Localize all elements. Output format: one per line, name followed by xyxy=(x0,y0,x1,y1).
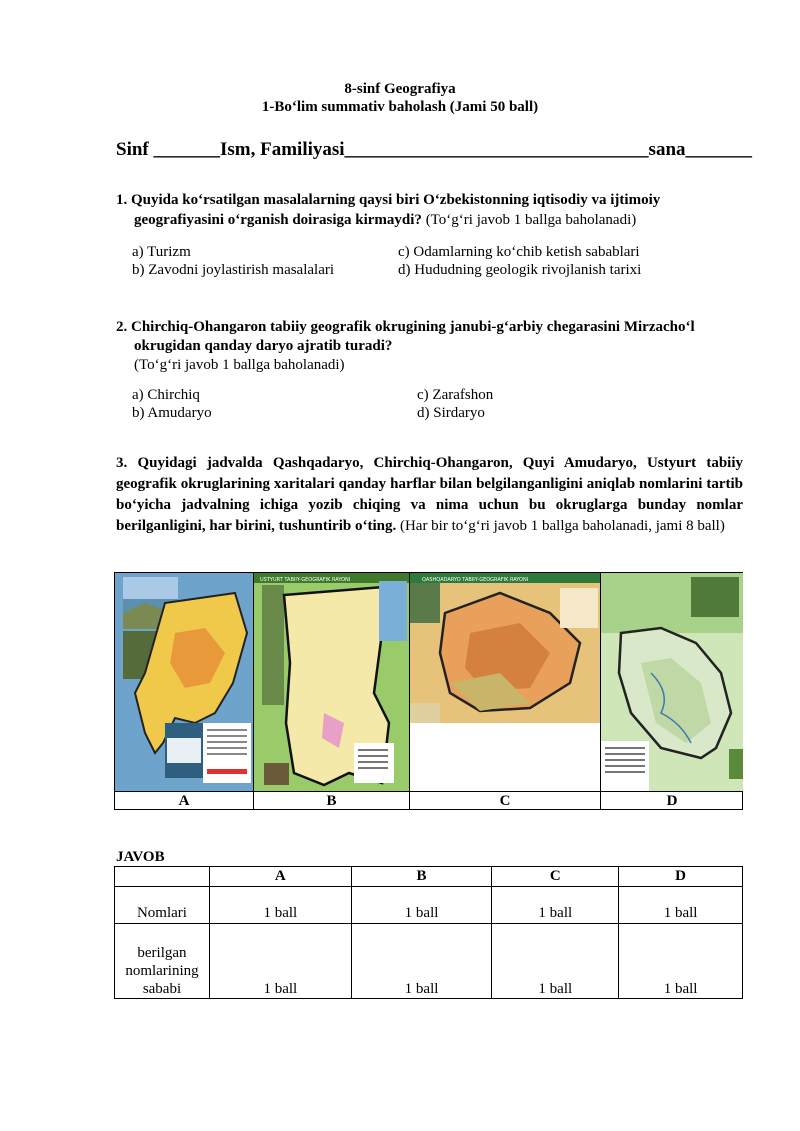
row-label: Nomlari xyxy=(115,887,210,924)
grade-subject: 8-sinf Geografiya xyxy=(344,81,456,97)
question-text: Quyidagi jadvalda Qashqadaryo, Chirchiq-Ohangaron, Quyi Amudaryo, Ustyurt tabiiy geografik okruglarining xaritalari qanday harflar bilan belgilanganligini aniqlab nomlarini tartib bo‘yicha jadvalning ichiga yozib chiqing va nima uchun bu okruglarga bunday nomlar berilganligini, har birini, tushuntirib o‘ting. xyxy=(116,455,743,534)
answer-cell[interactable]: 1 ball xyxy=(209,887,351,924)
option-b: b) Amudaryo xyxy=(132,405,212,421)
question-text-cont: geografiyasini o‘rganish doirasiga kirmaydi? xyxy=(134,212,422,228)
row-label xyxy=(115,924,210,999)
answer-cell[interactable]: 1 ball xyxy=(619,887,743,924)
question-text-cont: okrugidan qanday daryo ajratib turadi? xyxy=(134,338,393,354)
map-a-image xyxy=(115,573,253,791)
question-text: Chirchiq-Ohangaron tabiiy geografik okrugining janubi-g‘arbiy chegarasini Mirzacho‘l xyxy=(127,319,695,335)
map-b-image xyxy=(254,573,409,791)
option-b: b) Zavodni joylastirish masalalari xyxy=(132,262,335,278)
option-d: d) Hududning geologik rivojlanish tarixi xyxy=(398,262,642,278)
answer-cell[interactable]: 1 ball xyxy=(492,887,619,924)
answer-cell[interactable]: 1 ball xyxy=(619,924,743,999)
map-c-image xyxy=(410,573,600,791)
exam-title: 1-Bo‘lim summativ baholash (Jami 50 ball) xyxy=(261,99,539,115)
option-d: d) Sirdaryo xyxy=(417,405,485,421)
question-number: 3. xyxy=(116,455,128,471)
answer-table xyxy=(114,866,743,999)
row-label-line: nomlarining xyxy=(125,963,199,979)
header-cell-a: A xyxy=(209,867,351,887)
question-number: 2. xyxy=(116,319,128,335)
student-info-line: Sinf _______Ism, Familiyasi________________________________sana_______ xyxy=(116,139,753,160)
map-b-title: USTYURT TABIIY-GEOGRAFIK RAYONI xyxy=(260,577,351,583)
answer-cell[interactable]: 1 ball xyxy=(492,924,619,999)
question-number: 1 xyxy=(116,192,124,208)
answer-title: JAVOB xyxy=(116,849,165,865)
row-label-line: sababi xyxy=(142,981,182,997)
answer-cell[interactable]: 1 ball xyxy=(209,924,351,999)
question-2 xyxy=(116,318,743,375)
header-cell-c: C xyxy=(492,867,619,887)
map-label-d: D xyxy=(601,791,743,811)
map-c-title: QASHQADARYO TABIIY-GEOGRAFIK RAYONI xyxy=(422,577,529,583)
question-1 xyxy=(116,190,743,230)
option-a: a) Turizm xyxy=(132,244,191,260)
header-cell-b: B xyxy=(351,867,492,887)
option-c: c) Odamlarning ko‘chib ketish sabablari xyxy=(398,244,640,260)
answer-header-row xyxy=(115,867,743,887)
option-a: a) Chirchiq xyxy=(132,387,200,403)
maps-table xyxy=(114,572,743,810)
points-note: (Har bir to‘g‘ri javob 1 ballga baholanadi, jami 8 ball) xyxy=(396,518,725,534)
header-cell-d: D xyxy=(619,867,743,887)
row-label-line: berilgan xyxy=(137,945,187,961)
points-note: (To‘g‘ri javob 1 ballga baholanadi) xyxy=(421,212,637,228)
map-d-image xyxy=(601,573,743,791)
map-label-c: C xyxy=(410,791,600,811)
answer-cell[interactable]: 1 ball xyxy=(351,887,492,924)
map-label-b: B xyxy=(254,791,409,811)
map-label-a: A xyxy=(115,791,253,811)
table-row xyxy=(115,924,743,999)
header-empty-cell xyxy=(115,867,210,887)
question-text: . Quyida ko‘rsatilgan masalalarning qaysi biri O‘zbekistonning iqtisodiy va ijtimoiy xyxy=(123,192,661,208)
option-c: c) Zarafshon xyxy=(417,387,494,403)
table-row xyxy=(115,887,743,924)
points-note: (To‘g‘ri javob 1 ballga baholanadi) xyxy=(134,357,345,373)
answer-cell[interactable]: 1 ball xyxy=(351,924,492,999)
question-3 xyxy=(116,453,743,537)
